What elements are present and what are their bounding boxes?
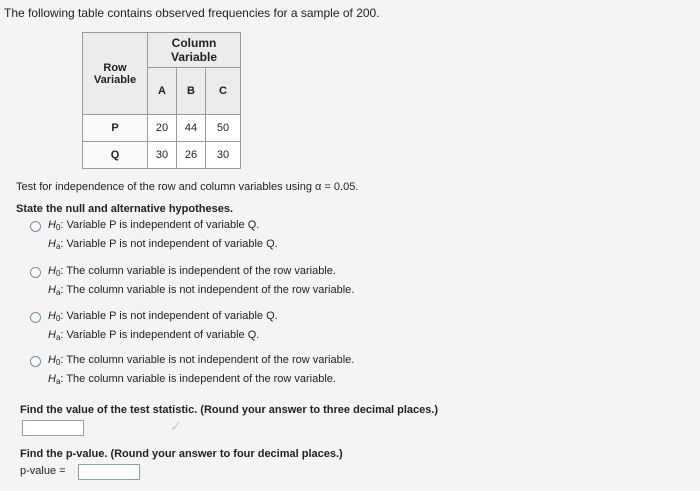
cell-q-b: 26 xyxy=(177,142,206,169)
alternative-hypothesis: $H_a$: The column variable is independent of the row variable. xyxy=(48,373,336,386)
hypothesis-option-1[interactable] xyxy=(28,218,448,254)
alternative-hypothesis: $H_a$: Variable P is independent of variable Q. xyxy=(48,329,260,342)
cell-q-a: 30 xyxy=(148,142,177,169)
row-variable-header: Row Variable xyxy=(83,33,148,115)
cell-q-c: 30 xyxy=(206,142,241,169)
intro-text: The following table contains observed frequencies for a sample of 200. xyxy=(4,6,380,20)
column-header-b: B xyxy=(177,68,206,115)
radio-button[interactable] xyxy=(30,356,41,367)
p-value-label: p-value = xyxy=(20,465,66,477)
cell-p-a: 20 xyxy=(148,115,177,142)
radio-button[interactable] xyxy=(30,267,41,278)
null-hypothesis: $H_0$: Variable P is not independent of variable Q. xyxy=(48,310,278,323)
column-variable-header: Column Variable xyxy=(148,33,241,68)
radio-button[interactable] xyxy=(30,312,41,323)
radio-button[interactable] xyxy=(30,221,41,232)
cell-p-b: 44 xyxy=(177,115,206,142)
state-hypotheses-prompt: State the null and alternative hypotheses. xyxy=(16,203,233,215)
alternative-hypothesis: $H_a$: The column variable is not independent of the row variable. xyxy=(48,284,355,297)
test-question: Test for independence of the row and column variables using α = 0.05. xyxy=(16,181,359,193)
p-value-input[interactable] xyxy=(78,464,140,480)
null-hypothesis: $H_0$: Variable P is independent of variable Q. xyxy=(48,219,260,232)
p-value-prompt: Find the p-value. (Round your answer to four decimal places.) xyxy=(20,448,343,460)
test-statistic-prompt: Find the value of the test statistic. (Round your answer to three decimal places.) xyxy=(20,404,439,416)
cell-p-c: 50 xyxy=(206,115,241,142)
hypothesis-option-3[interactable] xyxy=(28,309,448,345)
hypothesis-option-4[interactable] xyxy=(28,353,448,389)
checkmark-icon: ✓ xyxy=(170,418,182,434)
frequency-table xyxy=(82,32,241,169)
hypothesis-option-2[interactable] xyxy=(28,264,448,300)
null-hypothesis: $H_0$: The column variable is independent of the row variable. xyxy=(48,265,336,278)
test-statistic-input[interactable] xyxy=(22,420,84,436)
column-header-c: C xyxy=(206,68,241,115)
null-hypothesis: $H_0$: The column variable is not independent of the row variable. xyxy=(48,354,355,367)
row-label-p: P xyxy=(83,115,148,142)
alternative-hypothesis: $H_a$: Variable P is not independent of variable Q. xyxy=(48,238,278,251)
column-header-a: A xyxy=(148,68,177,115)
row-label-q: Q xyxy=(83,142,148,169)
